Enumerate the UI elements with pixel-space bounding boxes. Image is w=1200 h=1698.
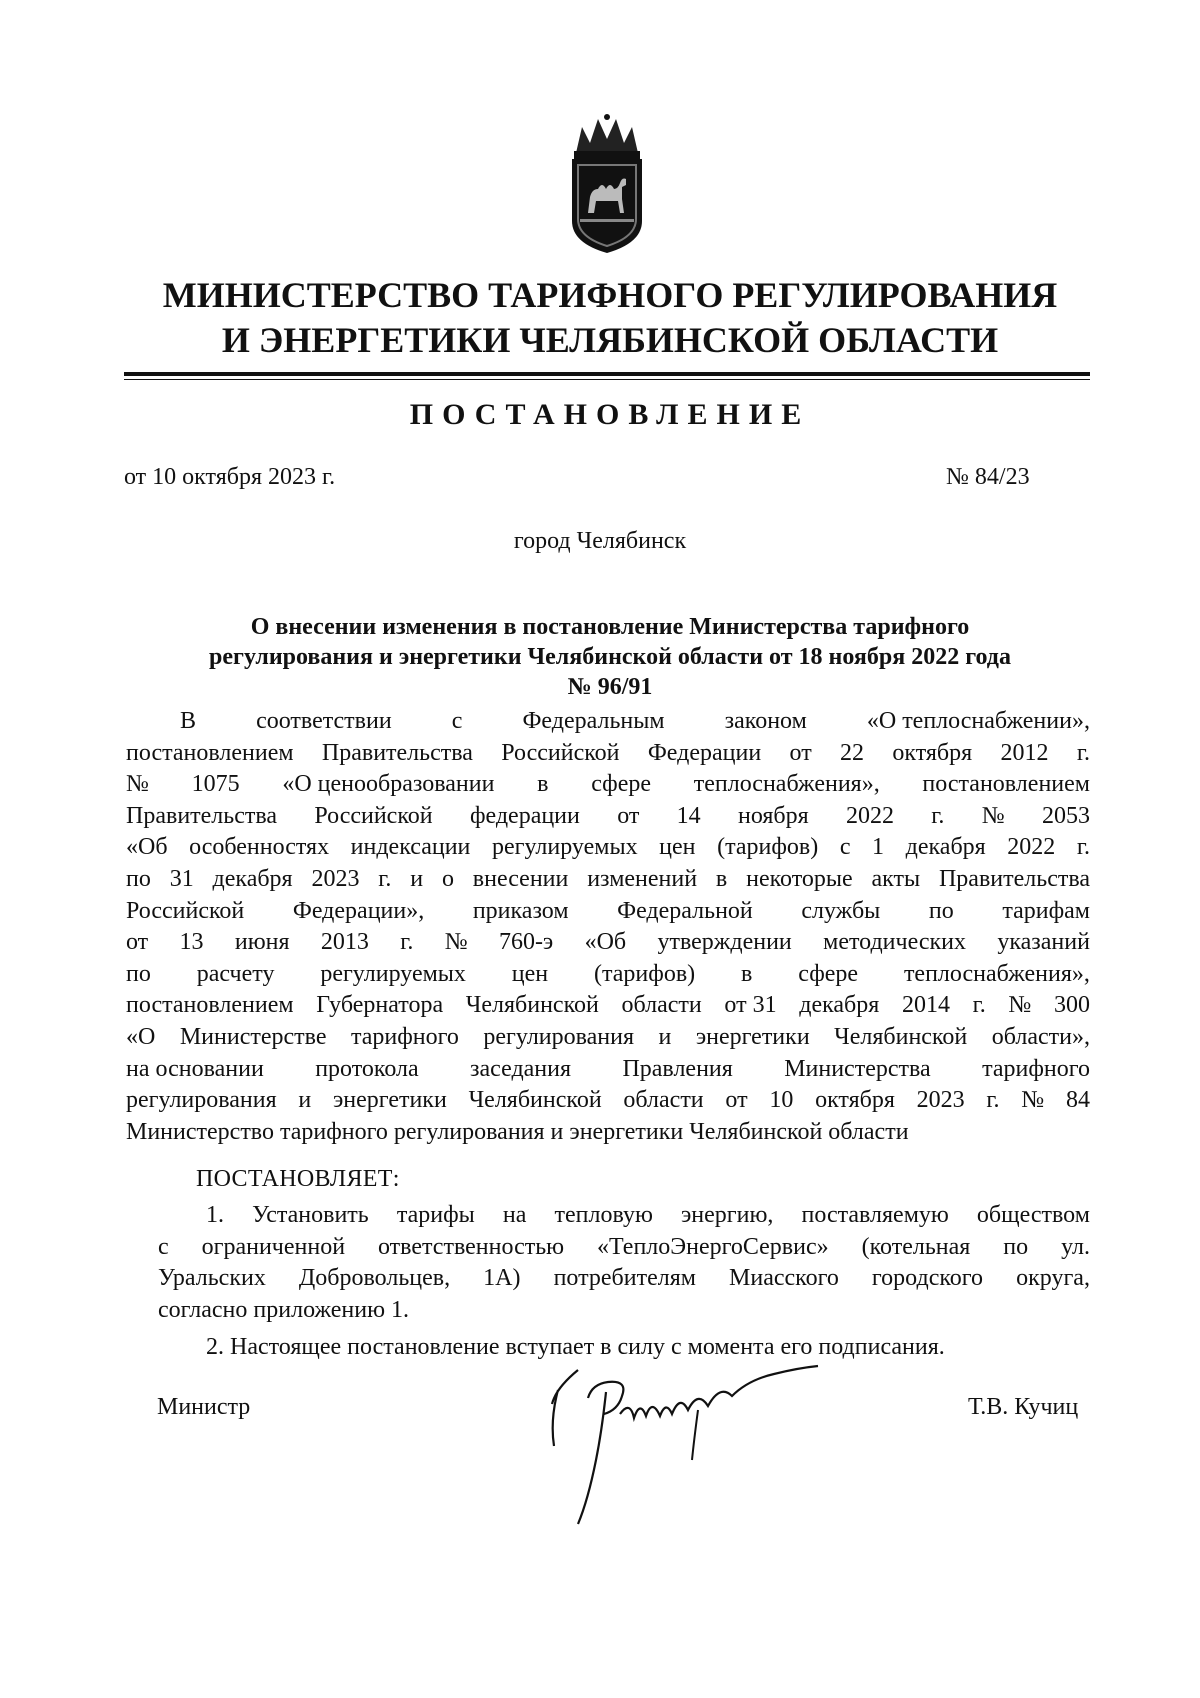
- preamble-line: [126, 927, 1090, 959]
- word: в: [715, 865, 728, 892]
- word: с: [158, 1233, 169, 1260]
- word: городского: [871, 1265, 984, 1292]
- word: округа,: [1016, 1265, 1090, 1292]
- word: теплоснабжения»,: [903, 960, 1090, 987]
- item-2: 2. Настоящее постановление вступает в силу с момента его подписания.: [206, 1334, 945, 1360]
- ministry-line-1: МИНИСТЕРСТВО ТАРИФНОГО РЕГУЛИРОВАНИЯ: [162, 275, 1058, 315]
- word: 2053: [1041, 802, 1090, 829]
- word: 760-э: [498, 929, 554, 956]
- word: 2012: [1000, 739, 1049, 766]
- word: утверждении: [657, 929, 792, 956]
- word: Челябинской: [834, 1023, 968, 1050]
- word: 22: [840, 739, 865, 766]
- word: по: [126, 865, 151, 892]
- word: «Об: [584, 929, 627, 956]
- preamble-text: [126, 706, 1090, 1148]
- word: Правления: [622, 1055, 733, 1082]
- word: №: [444, 929, 468, 956]
- word: заседания: [470, 1055, 572, 1082]
- word: Уральских: [158, 1265, 266, 1292]
- subject-line: О внесении изменения в постановление Министерства тарифного: [250, 614, 970, 640]
- word: Миасского: [729, 1265, 839, 1292]
- word: №: [1021, 1087, 1045, 1114]
- signatory-title: Министр: [157, 1394, 251, 1420]
- word: 2022: [845, 802, 894, 829]
- preamble-line: [126, 1054, 1090, 1086]
- word: Российской: [126, 897, 245, 924]
- word: тарифам: [1002, 897, 1090, 924]
- word: приказом: [472, 897, 569, 924]
- word: с: [451, 708, 463, 734]
- word: внесении: [472, 865, 569, 892]
- word: в: [741, 960, 753, 987]
- item-1-line: [158, 1263, 1090, 1295]
- word: Федеральным: [522, 708, 665, 734]
- word: 2013: [320, 929, 369, 956]
- subject-line: № 96/91: [567, 674, 653, 700]
- word: ул.: [1061, 1233, 1090, 1260]
- preamble-lines: [126, 706, 1090, 1117]
- word: июня: [234, 929, 290, 956]
- word: от: [789, 739, 812, 766]
- word: регулируемых: [320, 960, 466, 987]
- header-divider-thin: [124, 379, 1090, 380]
- word: области: [621, 992, 702, 1019]
- word: на: [502, 1202, 527, 1228]
- signatory-name: Т.В. Кучиц: [968, 1394, 1079, 1420]
- preamble-line: [126, 959, 1090, 991]
- word: Правительства: [321, 739, 473, 766]
- word: №: [126, 771, 149, 798]
- word: постановлением: [922, 771, 1090, 798]
- word: декабря: [799, 992, 880, 1019]
- word: расчету: [196, 960, 275, 987]
- word: г.: [400, 929, 414, 956]
- word: г.: [1076, 739, 1090, 766]
- word: октября: [892, 739, 973, 766]
- word: тепловую: [554, 1202, 653, 1228]
- word: Губернатора: [316, 992, 444, 1019]
- decree-items: [158, 1200, 1090, 1360]
- word: 2014: [901, 992, 950, 1019]
- word: некоторые: [746, 865, 853, 892]
- preamble-line: [126, 706, 1090, 738]
- word: от: [126, 929, 149, 956]
- word: методических: [823, 929, 966, 956]
- word: Правительства: [126, 802, 278, 829]
- word: на основании: [126, 1055, 264, 1082]
- word: области»,: [991, 1023, 1090, 1050]
- word: сфере: [591, 771, 652, 798]
- word: №: [1008, 992, 1032, 1019]
- word: ограниченной: [201, 1233, 346, 1260]
- word: указаний: [997, 929, 1090, 956]
- word: Российской: [314, 802, 433, 829]
- word: Добровольцев,: [298, 1265, 451, 1292]
- item-1-line: [158, 1200, 1090, 1232]
- word: регулирования: [126, 1087, 277, 1114]
- document-subject: [130, 612, 1090, 702]
- word: в: [537, 771, 549, 798]
- ministry-heading: [130, 273, 1090, 363]
- item-1: [158, 1200, 1090, 1295]
- word: законом: [724, 708, 807, 734]
- word: декабря: [905, 834, 986, 861]
- word: 1А): [483, 1265, 521, 1292]
- word: г.: [378, 865, 392, 892]
- word: поставляемую: [801, 1202, 949, 1228]
- word: Федерации»,: [292, 897, 425, 924]
- word: от 31: [724, 992, 777, 1019]
- word: г.: [1076, 834, 1090, 861]
- word: обществом: [976, 1202, 1090, 1228]
- word: энергетики: [333, 1087, 447, 1114]
- item-1-last-line: согласно приложению 1.: [158, 1296, 410, 1323]
- preamble-line: [126, 990, 1090, 1022]
- word: 13: [179, 929, 204, 956]
- word: (тарифов): [594, 960, 696, 987]
- word: г.: [986, 1087, 1000, 1114]
- word: ответственностью: [378, 1233, 565, 1260]
- decree-word: ПОСТАНОВЛЯЕТ:: [196, 1166, 400, 1192]
- word: «О: [126, 1023, 156, 1050]
- preamble-line: [126, 801, 1090, 833]
- word: «Об: [126, 834, 168, 861]
- word: 84: [1065, 1087, 1090, 1114]
- preamble-line: [126, 1085, 1090, 1117]
- word: цен: [511, 960, 549, 987]
- word: и: [658, 1023, 672, 1050]
- word: регулируемых: [491, 834, 638, 861]
- word: 1075: [191, 771, 240, 798]
- word: теплоснабжения»,: [693, 771, 880, 798]
- word: г.: [931, 802, 945, 829]
- word: Челябинской: [465, 992, 599, 1019]
- document-number: № 84/23: [946, 464, 1030, 490]
- word: акты: [871, 865, 921, 892]
- word: «О теплоснабжении»,: [866, 708, 1090, 734]
- word: «ТеплоЭнергоСервис»: [597, 1233, 829, 1260]
- word: индексации: [350, 834, 471, 861]
- ministry-line-2: И ЭНЕРГЕТИКИ ЧЕЛЯБИНСКОЙ ОБЛАСТИ: [221, 320, 999, 360]
- word: федерации: [469, 802, 580, 829]
- word: В: [180, 708, 197, 734]
- preamble-line: [126, 896, 1090, 928]
- word: протокола: [315, 1055, 419, 1082]
- preamble-line: [126, 864, 1090, 896]
- word: 1.: [206, 1202, 224, 1228]
- word: особенностях: [189, 834, 330, 861]
- word: от: [725, 1087, 748, 1114]
- word: декабря: [212, 865, 293, 892]
- word: с: [839, 834, 851, 861]
- word: (тарифов): [717, 834, 819, 861]
- word: от: [617, 802, 640, 829]
- word: ноября: [737, 802, 809, 829]
- word: Федеральной: [617, 897, 753, 924]
- preamble-line: [126, 738, 1090, 770]
- header-divider-thick: [124, 372, 1090, 376]
- word: по: [928, 897, 954, 924]
- word: регулирования: [483, 1023, 635, 1050]
- word: Установить: [252, 1202, 369, 1228]
- word: Федерации: [647, 739, 762, 766]
- word: по: [1003, 1233, 1029, 1260]
- word: 14: [676, 802, 701, 829]
- word: 10: [769, 1087, 794, 1114]
- word: потребителям: [553, 1265, 696, 1292]
- word: Правительства: [938, 865, 1090, 892]
- word: 2022: [1007, 834, 1056, 861]
- word: и: [410, 865, 424, 892]
- word: сфере: [798, 960, 859, 987]
- word: цен: [659, 834, 696, 861]
- word: 31: [169, 865, 194, 892]
- word: постановлением: [126, 992, 294, 1019]
- word: Министерства: [784, 1055, 931, 1082]
- word: «О ценообразовании: [282, 771, 495, 798]
- word: Российской: [501, 739, 620, 766]
- word: 2023: [916, 1087, 965, 1114]
- word: 1: [872, 834, 885, 861]
- word: постановлением: [126, 739, 294, 766]
- word: области: [623, 1087, 704, 1114]
- word: 2023: [311, 865, 360, 892]
- word: изменений: [587, 865, 698, 892]
- word: тарифного: [350, 1023, 459, 1050]
- word: №: [981, 802, 1005, 829]
- word: Министерстве: [179, 1023, 327, 1050]
- word: энергетики: [695, 1023, 810, 1050]
- word: и: [298, 1087, 312, 1114]
- preamble-line: [126, 1022, 1090, 1054]
- preamble-last-line: Министерство тарифного регулирования и энергетики Челябинской области: [126, 1118, 909, 1145]
- word: 300: [1053, 992, 1090, 1019]
- document-type-title: ПОСТАНОВЛЕНИЕ: [409, 398, 811, 431]
- handwritten-signature: [548, 1360, 830, 1530]
- word: (котельная: [861, 1233, 971, 1260]
- word: энергию,: [680, 1202, 774, 1228]
- word: по: [126, 960, 151, 987]
- preamble-line: [126, 832, 1090, 864]
- word: о: [441, 865, 454, 892]
- word: тарифного: [982, 1055, 1090, 1082]
- item-1-line: [158, 1232, 1090, 1264]
- word: тарифы: [396, 1202, 475, 1228]
- document-city: город Челябинск: [513, 528, 687, 554]
- preamble-line: [126, 769, 1090, 801]
- coat-of-arms-emblem: [568, 113, 646, 255]
- word: соответствии: [256, 708, 392, 734]
- document-date: от 10 октября 2023 г.: [124, 464, 336, 490]
- word: службы: [801, 897, 881, 924]
- subject-line: регулирования и энергетики Челябинской области от 18 ноября 2022 года: [209, 644, 1011, 670]
- word: г.: [972, 992, 986, 1019]
- word: октября: [815, 1087, 895, 1114]
- word: Челябинской: [468, 1087, 602, 1114]
